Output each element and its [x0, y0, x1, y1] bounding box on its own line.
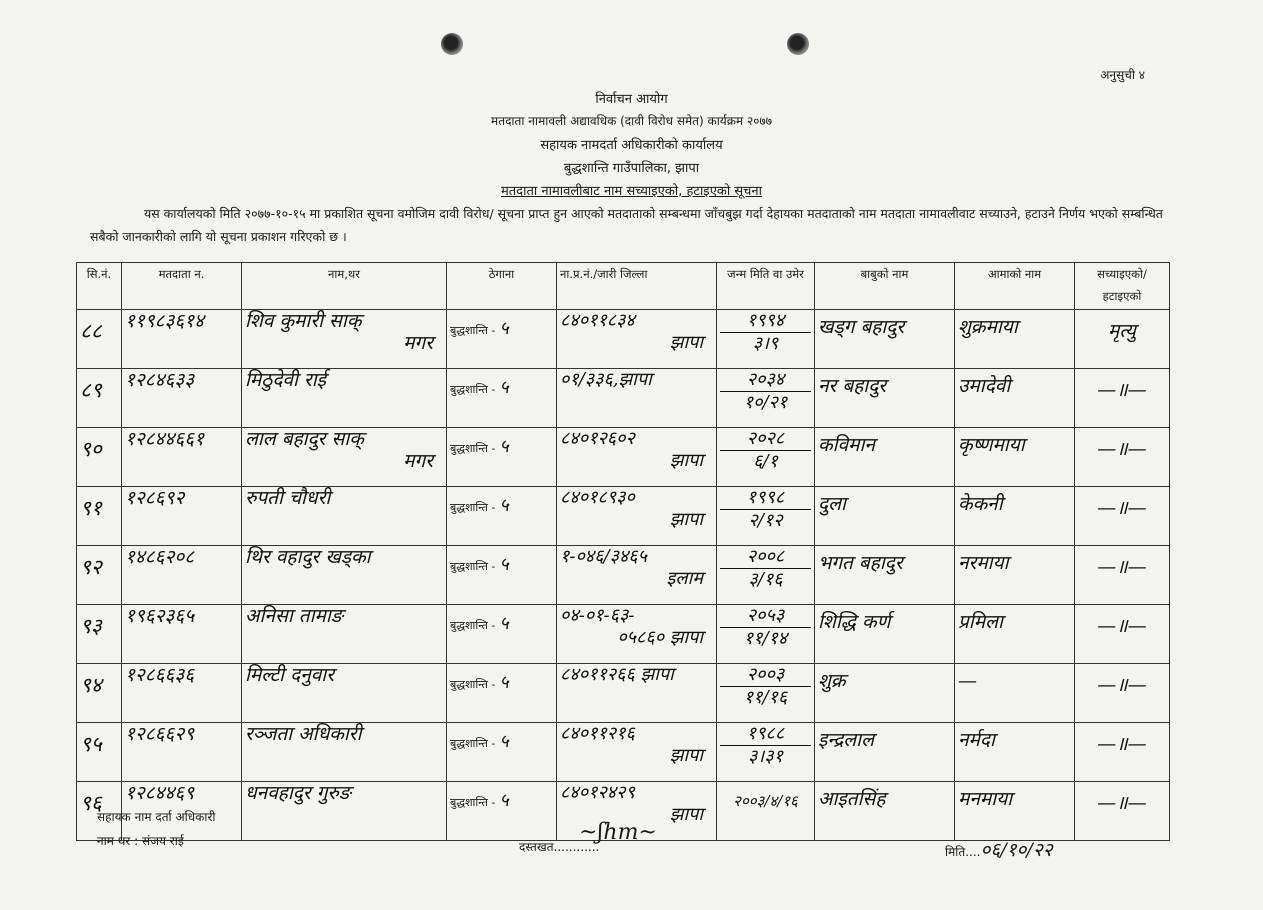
ward-number: ५ [499, 554, 509, 575]
dob-top: २०२८ [720, 428, 811, 451]
cell-father: भगत बहादुर [815, 546, 955, 605]
address-text: बुद्धशान्ति - [450, 619, 496, 632]
signature-label: दस्तखत [519, 840, 554, 854]
name-line-1: अनिसा तामाङ [245, 605, 343, 627]
ward-number: ५ [499, 318, 509, 339]
dob-bottom: ६/१ [753, 451, 778, 472]
cell-serial: ९४ [77, 664, 122, 723]
table-row [77, 428, 1170, 487]
cell-citizenship [557, 546, 717, 605]
cell-voter-no: १२८४६३३ [122, 369, 242, 428]
cell-serial: ९५ [77, 723, 122, 782]
annex-label: अनुसुची ४ [1100, 68, 1145, 82]
voter-table [76, 262, 1170, 841]
cell-father: आइतसिंह [815, 782, 955, 841]
dob-top: २०३४ [720, 369, 811, 392]
cell-voter-no: १२८६९२ [122, 487, 242, 546]
cell-mother: प्रमिला [955, 605, 1075, 664]
cell-mother: कृष्णमाया [955, 428, 1075, 487]
col-mother: आमाको नाम [955, 263, 1075, 310]
citizenship-line-2: झापा [669, 332, 703, 353]
cell-father: दुला [815, 487, 955, 546]
punch-hole-left [441, 33, 463, 55]
cell-voter-no: ११९८३६१४ [122, 310, 242, 369]
ward-number: ५ [499, 613, 509, 634]
dob-top: २००३ [720, 664, 811, 687]
cell-address [447, 723, 557, 782]
date-value: ०६/१०/२२ [980, 839, 1053, 861]
cell-father: नर बहादुर [815, 369, 955, 428]
name-line-1: शिव कुमारी साक् [245, 310, 362, 332]
dob-bottom: ११/१४ [743, 628, 788, 649]
dob-bottom: ११/१६ [743, 687, 788, 708]
officer-name: नाम थर : संजय राई [97, 834, 184, 848]
cell-address [447, 369, 557, 428]
table-row [77, 369, 1170, 428]
ward-number: ५ [499, 672, 509, 693]
name-line-1: धनवहादुर गुरुङ [245, 782, 351, 804]
cell-name [242, 723, 447, 782]
col-serial: सि.नं. [77, 263, 122, 310]
cell-status: —॥— [1075, 487, 1170, 546]
cell-citizenship [557, 310, 717, 369]
dob-top: १९९८ [720, 487, 811, 510]
cell-status: —॥— [1075, 428, 1170, 487]
org-title: निर्वाचन आयोग [595, 92, 668, 107]
citizenship-line-2: झापा [669, 745, 703, 766]
cell-status: —॥— [1075, 546, 1170, 605]
cell-status: —॥— [1075, 664, 1170, 723]
dob-bottom: १०/२१ [743, 392, 788, 413]
cell-address [447, 605, 557, 664]
col-citizenship: ना.प्र.नं./जारी जिल्ला [557, 263, 717, 310]
cell-citizenship [557, 487, 717, 546]
cell-name [242, 664, 447, 723]
col-dob: जन्म मिति वा उमेर [717, 263, 815, 310]
cell-name [242, 782, 447, 841]
address-text: बुद्धशान्ति - [450, 501, 496, 514]
table-row [77, 605, 1170, 664]
notice-subject-text: मतदाता नामावलीबाट नाम सच्याइएको, हटाइएको सूचना [501, 184, 762, 199]
cell-dob [717, 605, 815, 664]
cell-serial: ९१ [77, 487, 122, 546]
dob-bottom: ३/१६ [748, 569, 783, 590]
cell-citizenship [557, 369, 717, 428]
address-text: बुद्धशान्ति - [450, 737, 496, 750]
cell-address [447, 664, 557, 723]
citizenship-line-1: ०१/३३६,झापा [560, 369, 652, 390]
cell-address [447, 546, 557, 605]
name-line-1: रञ्जता अधिकारी [245, 723, 362, 745]
address-text: बुद्धशान्ति - [450, 383, 496, 396]
cell-voter-no: १४८६२०८ [122, 546, 242, 605]
cell-serial: ९० [77, 428, 122, 487]
cell-status: —॥— [1075, 782, 1170, 841]
cell-dob [717, 310, 815, 369]
ward-number: ५ [499, 790, 509, 811]
cell-father: शुक्र [815, 664, 955, 723]
table-header-row [77, 263, 1170, 310]
col-voter-no: मतदाता न. [122, 263, 242, 310]
cell-dob [717, 723, 815, 782]
cell-citizenship [557, 723, 717, 782]
cell-voter-no: १२८४४६६१ [122, 428, 242, 487]
address-text: बुद्धशान्ति - [450, 442, 496, 455]
citizenship-line-2: झापा [669, 450, 703, 471]
citizenship-line-1: ०४-०१-६३- [560, 605, 635, 626]
ward-number: ५ [499, 731, 509, 752]
cell-address [447, 487, 557, 546]
name-line-2: मगर [403, 450, 433, 472]
cell-father: इन्द्रलाल [815, 723, 955, 782]
name-line-2: मगर [403, 332, 433, 354]
cell-status: —॥— [1075, 605, 1170, 664]
col-address: ठेगाना [447, 263, 557, 310]
cell-dob [717, 664, 815, 723]
cell-dob [717, 487, 815, 546]
address-text: बुद्धशान्ति - [450, 678, 496, 691]
program-title: मतदाता नामावली अद्यावधिक (दावी विरोध समेत) कार्यक्रम २०७७ [491, 114, 772, 128]
table-row [77, 487, 1170, 546]
cell-mother: नरमाया [955, 546, 1075, 605]
table-row [77, 664, 1170, 723]
dob-top: २००३/४/१६ [733, 792, 798, 810]
citizenship-line-2: इलाम [666, 568, 703, 589]
cell-father: खड्ग बहादुर [815, 310, 955, 369]
cell-voter-no: १९६२३६५ [122, 605, 242, 664]
cell-voter-no: १२८६६३६ [122, 664, 242, 723]
cell-mother: केकनी [955, 487, 1075, 546]
date-field [945, 836, 1053, 862]
cell-dob [717, 546, 815, 605]
name-line-1: मिठुदेवी राई [245, 369, 326, 391]
handwritten-signature: ~ʃhm~ [579, 820, 657, 845]
cell-serial: ९६ [77, 782, 122, 841]
cell-voter-no: १२८४४६९ [122, 782, 242, 841]
citizenship-line-1: ८४०११२६६ झापा [560, 664, 674, 685]
cell-mother: नर्मदा [955, 723, 1075, 782]
dob-bottom: २/१२ [748, 510, 783, 531]
cell-serial: ८९ [77, 369, 122, 428]
cell-serial: ९२ [77, 546, 122, 605]
officer-title: सहायक नाम दर्ता अधिकारी [97, 810, 216, 824]
cell-mother: — [955, 664, 1075, 723]
ward-number: ५ [499, 436, 509, 457]
cell-address [447, 428, 557, 487]
punch-hole-right [787, 33, 809, 55]
name-line-1: मिल्टी दनुवार [245, 664, 334, 686]
date-label: मिति [945, 845, 966, 859]
cell-mother: उमादेवी [955, 369, 1075, 428]
citizenship-line-1: ८४०१२४२९ [560, 782, 635, 803]
citizenship-line-2: झापा [669, 509, 703, 530]
citizenship-line-1: ८४०१२६०२ [560, 428, 635, 449]
cell-status: —॥— [1075, 723, 1170, 782]
municipality-title: बुद्धशान्ति गाउँपालिका, झापा [563, 161, 700, 176]
col-father: बाबुको नाम [815, 263, 955, 310]
name-line-1: लाल बहादुर साक् [245, 428, 364, 450]
cell-serial: ८८ [77, 310, 122, 369]
citizenship-line-2: ०५८६० झापा [617, 627, 703, 648]
signature-dots: ............ [553, 840, 600, 854]
cell-mother: शुक्रमाया [955, 310, 1075, 369]
cell-citizenship [557, 605, 717, 664]
cell-mother: मनमाया [955, 782, 1075, 841]
address-text: बुद्धशान्ति - [450, 324, 496, 337]
citizenship-line-1: ८४०११८३४ [560, 310, 635, 331]
cell-citizenship [557, 664, 717, 723]
dob-top: २००८ [720, 546, 811, 569]
table-row [77, 310, 1170, 369]
cell-name [242, 605, 447, 664]
col-status: सच्याइएको/ हटाइएको [1075, 263, 1170, 310]
date-dots: .... [965, 845, 981, 859]
cell-name [242, 428, 447, 487]
cell-name [242, 487, 447, 546]
table-row [77, 723, 1170, 782]
dob-top: १९९४ [720, 310, 811, 333]
cell-address [447, 782, 557, 841]
citizenship-line-2: झापा [669, 804, 703, 825]
signature-field [519, 820, 657, 855]
office-title: सहायक नामदर्ता अधिकारीको कार्यालय [540, 138, 723, 153]
cell-serial: ९३ [77, 605, 122, 664]
name-line-1: थिर वहादुर खड्का [245, 546, 371, 568]
cell-dob [717, 428, 815, 487]
cell-address [447, 310, 557, 369]
col-name: नाम,थर [242, 263, 447, 310]
ward-number: ५ [499, 495, 509, 516]
dob-bottom: ३।९ [752, 333, 779, 354]
cell-dob [717, 369, 815, 428]
table-row [77, 546, 1170, 605]
address-text: बुद्धशान्ति - [450, 796, 496, 809]
citizenship-line-1: ८४०१८९३० [560, 487, 635, 508]
notice-paragraph: यस कार्यालयको मिति २०७७-१०-१५ मा प्रकाशित सूचना वमोजिम दावी विरोध/ सूचना प्राप्त हुन आएको मतदाताको सम्बन्धमा जाँचबुझ गर्दा देहायका मतदाताको नाम मतदाता नामावलीवाट सच्याउने, हटाउने निर्णय भएको सम्बन्धित सबैको जानकारीको लागि यो सूचना प्रकाशन गरिएको छ । [90, 206, 1163, 244]
citizenship-line-1: ८४०११२१६ [560, 723, 635, 744]
cell-name [242, 369, 447, 428]
dob-top: २०५३ [720, 605, 811, 628]
cell-dob [717, 782, 815, 841]
cell-status: —॥— [1075, 369, 1170, 428]
cell-voter-no: १२८६६२९ [122, 723, 242, 782]
dob-top: १९८८ [720, 723, 811, 746]
name-line-1: रुपती चौधरी [245, 487, 331, 509]
cell-citizenship [557, 428, 717, 487]
cell-status: मृत्यु [1075, 310, 1170, 369]
cell-father: शिद्धि कर्ण [815, 605, 955, 664]
address-text: बुद्धशान्ति - [450, 560, 496, 573]
dob-bottom: ३।३१ [748, 746, 783, 767]
citizenship-line-1: १-०४६/३४६५ [560, 546, 648, 567]
cell-name [242, 546, 447, 605]
cell-father: कविमान [815, 428, 955, 487]
ward-number: ५ [499, 377, 509, 398]
cell-name [242, 310, 447, 369]
notice-subject [0, 181, 1263, 199]
